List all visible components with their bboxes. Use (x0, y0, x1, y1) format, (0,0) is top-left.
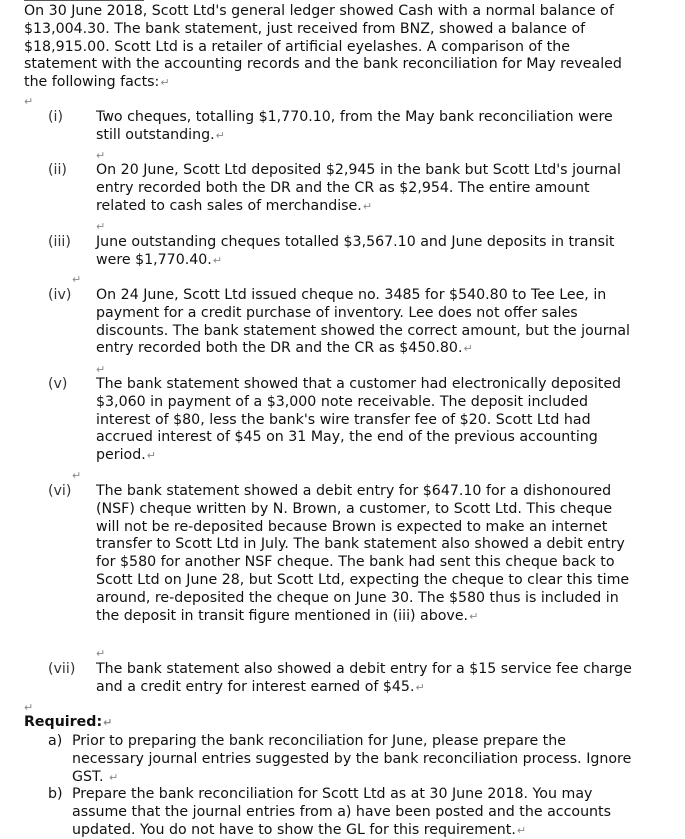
item-text: June outstanding cheques totalled $3,567.10 and June deposits in transit were $1,770.40.↵ (96, 234, 615, 268)
requirement-label: a) (48, 733, 63, 749)
requirement-label: b) (48, 786, 63, 802)
paragraph-mark: ↵ (160, 76, 170, 90)
intro-text: On 30 June 2018, Scott Ltd's general ledger showed Cash with a normal balance of $13,004.30. The bank statement, just received from BNZ, showed a balance of $18,915.00. Scott Ltd is a retailer of artificial eyelashes. A comparison of the statement with the accounting records and the bank reconciliation for May revealed the following facts: (24, 3, 622, 91)
item-number: (ii) (48, 162, 67, 178)
requirement-text: Prepare the bank reconciliation for Scott Ltd as at 30 June 2018. You may assume that the journal entries from a) have been posted and the accounts updated. You do not have to show the GL for this requirement.↵ (72, 786, 612, 838)
paragraph-mark: ↵ (72, 469, 82, 482)
item-text: The bank statement also showed a debit entry for a $15 service fee charge and a credit entry for interest earned of $45.↵ (96, 661, 632, 695)
paragraph-mark: ↵ (96, 149, 106, 162)
paragraph-mark: ↵ (96, 647, 106, 660)
item-number: (vii) (48, 661, 76, 677)
item-number: (iv) (48, 287, 72, 303)
item-text: On 20 June, Scott Ltd deposited $2,945 in the bank but Scott Ltd's journal entry recorded both the DR and the CR as $2,954. The entire amount related to cash sales of merchandise.↵ (96, 162, 621, 214)
item-number: (v) (48, 376, 68, 392)
item-text: Two cheques, totalling $1,770.10, from the May bank reconciliation were still outstanding.↵ (96, 109, 613, 143)
paragraph-mark: ↵ (24, 95, 34, 108)
item-text: On 24 June, Scott Ltd issued cheque no. 3485 for $540.80 to Tee Lee, in payment for a credit purchase of inventory. Lee does not offer sales discounts. The bank statement showed the correct amount, but the journal entry recorded both the DR and the CR as $450.80.↵ (96, 287, 630, 357)
intro-paragraph (24, 3, 634, 92)
requirement-text: Prior to preparing the bank reconciliation for June, please prepare the necessary journal entries suggested by the bank reconciliation process. Ignore GST. ↵ (72, 733, 632, 785)
paragraph-mark: ↵ (96, 363, 106, 376)
item-number: (i) (48, 109, 64, 125)
required-heading: Required:↵ (24, 714, 113, 730)
item-text: The bank statement showed a debit entry for $647.10 for a dishonoured (NSF) cheque written by N. Brown, a customer, to Scott Ltd. This cheque will not be re-deposited because Brown is expected to make an internet transfer to Scott Ltd in July. The bank statement also showed a debit entry for $580 for another NSF cheque. The bank had sent this cheque back to Scott Ltd on June 28, but Scott Ltd, expecting the cheque to clear this time around, re-deposited the cheque on June 30. The $580 thus is included in the deposit in transit figure mentioned in (iii) above.↵ (96, 483, 630, 624)
paragraph-mark: ↵ (72, 273, 82, 286)
item-number: (iii) (48, 234, 71, 250)
paragraph-mark: ↵ (96, 220, 106, 233)
item-number: (vi) (48, 483, 72, 499)
item-text: The bank statement showed that a customer had electronically deposited $3,060 in payment of a $3,000 note receivable. The deposit included interest of $80, less the bank's wire transfer fee of $20. Scott Ltd had accrued interest of $45 on 31 May, the end of the previous accounting period.↵ (96, 376, 622, 464)
top-rule (24, 0, 144, 1)
paragraph-mark: ↵ (24, 701, 34, 714)
